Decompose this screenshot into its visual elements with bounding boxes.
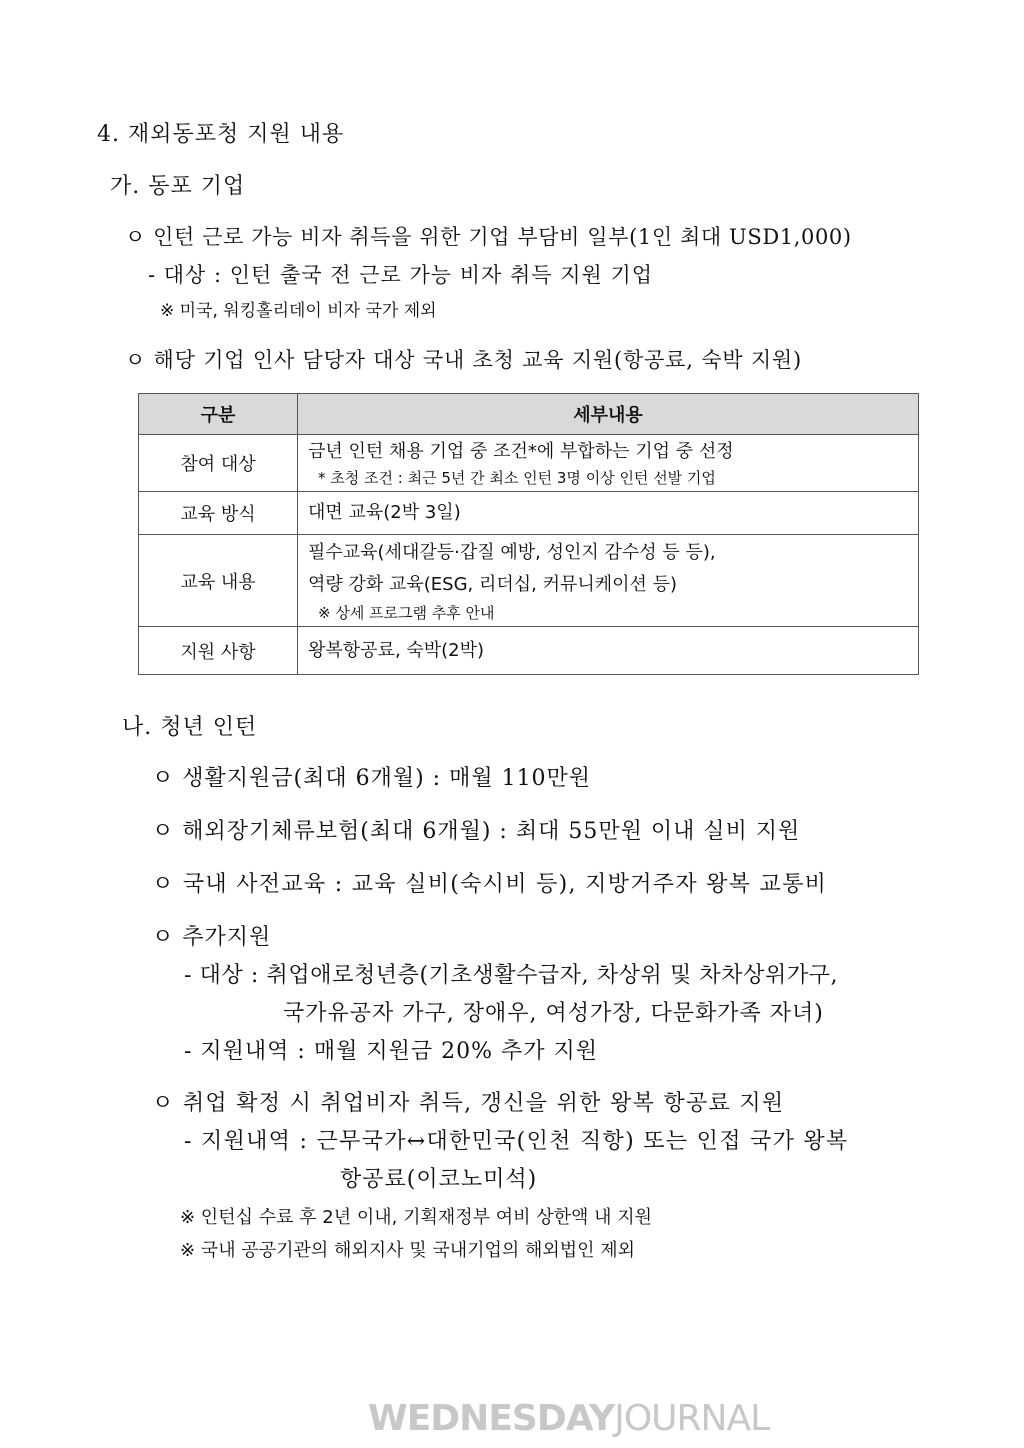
detail-line: 역량 강화 교육(ESG, 리더십, 커뮤니케이션 등)	[308, 573, 678, 595]
row-details	[298, 627, 919, 675]
sub-item: - 지원내역 : 매월 지원금 20% 추가 지원	[184, 1039, 598, 1064]
watermark-light: JOURNAL	[614, 1398, 770, 1439]
row-category: 참여 대상	[139, 435, 298, 492]
sub-item-continued: 항공료(이코노미석)	[340, 1167, 538, 1192]
detail-note: * 초청 조건 : 최근 5년 간 최소 인턴 3명 이상 인턴 선발 기업	[318, 469, 716, 487]
detail-line: 대면 교육(2박 3일)	[308, 502, 461, 523]
bullet-item: ㅇ 해당 기업 인사 담당자 대상 국내 초청 교육 지원(항공료, 숙박 지원)	[125, 348, 803, 372]
row-details	[298, 435, 919, 492]
header-details: 세부내용	[298, 394, 919, 435]
sub-item-continued: 국가유공자 가구, 장애우, 여성가장, 다문화가족 자녀)	[283, 1001, 824, 1026]
sub-item: - 대상 : 인턴 출국 전 근로 가능 비자 취득 지원 기업	[148, 263, 654, 287]
section-heading: 4. 재외동포청 지원 내용	[97, 122, 345, 147]
bullet-item: ㅇ 취업 확정 시 취업비자 취득, 갱신을 위한 왕복 항공료 지원	[152, 1091, 785, 1116]
subsection-title-b: 나. 청년 인턴	[122, 715, 258, 740]
bullet-item: ㅇ 해외장기체류보험(최대 6개월) : 최대 55만원 이내 실비 지원	[152, 819, 801, 844]
watermark-logo	[368, 1398, 769, 1439]
detail-line: 필수교육(세대갈등·갑질 예방, 성인지 감수성 등 등),	[308, 541, 716, 563]
row-details	[298, 535, 919, 627]
header-category: 구분	[139, 394, 298, 435]
watermark-bold: WEDNESDAY	[368, 1398, 615, 1439]
table-row	[139, 492, 919, 535]
note: ※ 미국, 워킹홀리데이 비자 국가 제외	[160, 301, 437, 321]
bullet-item: ㅇ 생활지원금(최대 6개월) : 매월 110만원	[152, 766, 592, 791]
row-category: 교육 내용	[139, 535, 298, 627]
note: ※ 인턴십 수료 후 2년 이내, 기획재정부 여비 상한액 내 지원	[180, 1207, 653, 1228]
detail-line: 금년 인턴 채용 기업 중 조건*에 부합하는 기업 중 선정	[308, 441, 734, 462]
table-row	[139, 535, 919, 627]
detail-note: ※ 상세 프로그램 추후 안내	[318, 603, 495, 622]
bullet-item: ㅇ 인턴 근로 가능 비자 취득을 위한 기업 부담비 일부(1인 최대 USD1,000)	[125, 225, 852, 249]
row-category: 지원 사항	[139, 627, 298, 675]
bullet-item: ㅇ 국내 사전교육 : 교육 실비(숙시비 등), 지방거주자 왕복 교통비	[152, 872, 828, 897]
table-row	[139, 627, 919, 675]
sub-item: - 지원내역 : 근무국가↔대한민국(인천 직항) 또는 인접 국가 왕복	[184, 1129, 849, 1154]
note: ※ 국내 공공기관의 해외지사 및 국내기업의 해외법인 제외	[180, 1240, 636, 1261]
row-details	[298, 492, 919, 535]
row-category: 교육 방식	[139, 492, 298, 535]
subsection-title-a: 가. 동포 기업	[110, 174, 246, 199]
table-header-row	[139, 394, 919, 435]
detail-line: 왕복항공료, 숙박(2박)	[308, 639, 485, 661]
education-table	[138, 393, 919, 675]
bullet-item: ㅇ 추가지원	[152, 925, 272, 950]
table-row	[139, 435, 919, 492]
sub-item: - 대상 : 취업애로청년층(기초생활수급자, 차상위 및 차차상위가구,	[184, 963, 839, 988]
